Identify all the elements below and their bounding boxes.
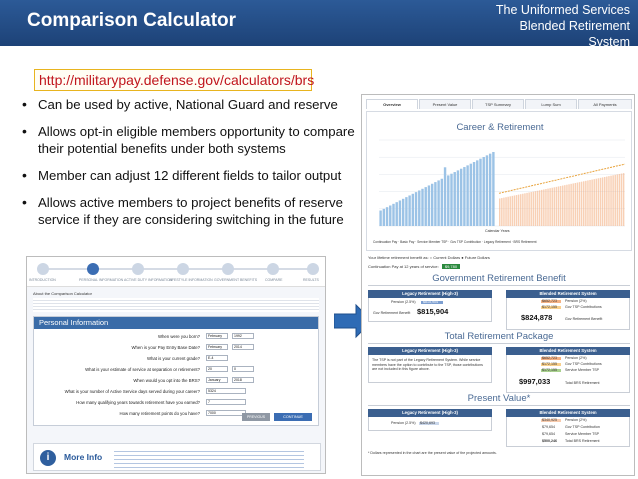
chart-bar — [466, 165, 468, 226]
chart-bar — [535, 191, 536, 226]
chart-bar — [483, 157, 485, 226]
chart-bar — [573, 183, 574, 226]
step-label: INTRODUCTION — [29, 278, 56, 282]
chart-bar — [463, 167, 465, 226]
form-row — [34, 377, 320, 385]
chart-bar — [566, 185, 567, 226]
calculator-link[interactable]: http://militarypay.defense.gov/calculators/brs — [39, 72, 315, 88]
bullet-item: • Allows active members to project benefits of reserve service if they are considering switching in the future — [20, 194, 365, 228]
chart-bar — [434, 182, 436, 226]
chart-bar — [492, 152, 494, 226]
tab-overview[interactable]: Overview — [366, 99, 418, 109]
chart-bar — [581, 182, 582, 226]
chart-bar — [479, 159, 481, 226]
form-row — [34, 399, 320, 407]
legend-item: BRS Retirement — [513, 240, 537, 244]
chart-bar — [552, 188, 553, 226]
blended-value: $652,723 — [542, 299, 557, 303]
chart-bar — [560, 186, 561, 226]
tab-lump-sum[interactable]: Lump Sum — [525, 99, 577, 109]
progress-steps — [27, 257, 325, 287]
field-label: What is your estimate of service at separation or retirement? — [85, 367, 200, 372]
chart-bar — [575, 183, 576, 226]
chart-bar — [383, 209, 385, 226]
chart-xlabel: Calendar Years — [485, 229, 510, 233]
chart-bar — [399, 200, 401, 226]
chart-bar — [441, 179, 443, 226]
chart-bar — [617, 174, 618, 226]
blended-label: Gov TSP Contribution — [565, 425, 600, 429]
step-dot[interactable] — [177, 263, 189, 275]
chart-bar — [428, 185, 430, 226]
service-years-select[interactable]: 20 — [206, 366, 228, 372]
form-row — [34, 344, 320, 352]
chart-bar — [418, 190, 420, 226]
bullet-item: • Can be used by active, National Guard and reserve — [20, 96, 365, 113]
personal-info-screenshot — [26, 256, 326, 474]
chart-bar — [562, 186, 563, 226]
chart-bar — [604, 177, 605, 226]
service-months-select[interactable]: 0 — [232, 366, 254, 372]
field-label: How many retirement points do you have? — [119, 411, 200, 416]
chart-bar — [522, 194, 523, 226]
step-dot[interactable] — [307, 263, 319, 275]
blended-label: Pension (2%) — [565, 418, 587, 422]
step-dot[interactable] — [132, 263, 144, 275]
chart-bar — [558, 186, 559, 226]
chart-bar — [547, 189, 548, 226]
legacy-box-head: Legacy Retirement (High-3) — [368, 409, 492, 417]
blended-box — [506, 298, 630, 330]
present-value-title: Present Value* — [467, 393, 531, 404]
blended-box-head: Blended Retirement System — [506, 409, 630, 417]
step-label: COMPARE — [265, 278, 283, 282]
blended-value: $500,246 — [542, 439, 557, 443]
chart-bar — [579, 182, 580, 226]
chart-bar — [533, 192, 534, 226]
legend-item: Gov TSP Contribution — [450, 240, 482, 244]
chart-bar — [598, 178, 599, 226]
chart-bar — [392, 204, 394, 226]
birth-month-select[interactable]: February — [206, 333, 228, 339]
form-row — [34, 333, 320, 341]
results-screenshot — [361, 94, 635, 476]
blended-label: Service Member TSP — [565, 368, 600, 372]
legacy-box-head: Legacy Retirement (High-3) — [368, 290, 492, 298]
bullet-item: • Allows opt-in eligible members opportunity to compare their potential benefits under both systems — [20, 123, 365, 157]
step-label: ACTIVE DUTY INFORMATION — [124, 278, 173, 282]
legacy-total-label: Gov Retirement Benefit — [373, 311, 411, 315]
chart-bar — [564, 185, 565, 226]
blended-label: Pension (2%) — [565, 299, 587, 303]
blended-value: $340,925 — [542, 418, 557, 422]
optin-year-select[interactable]: 2018 — [232, 377, 254, 383]
chart-bar — [610, 176, 611, 226]
blended-label: Total BRS Retirement — [565, 439, 600, 443]
optin-month-select[interactable]: January — [206, 377, 228, 383]
current-dollars-radio[interactable]: Current Dollars — [433, 255, 461, 260]
divider — [368, 343, 630, 344]
lifetime-toggle: Your lifetime retirement benefit as: ○ Current Dollars ● Future Dollars — [368, 255, 490, 260]
chart-bar — [520, 194, 521, 226]
gov-benefit-title: Government Retirement Benefit — [432, 273, 566, 284]
previous-button[interactable]: PREVIOUS — [242, 413, 270, 421]
legend-item: Service Member TSP — [417, 240, 448, 244]
tab-tsp-summary[interactable]: TSP Summary — [472, 99, 524, 109]
subtitle-line-2: Blended Retirement — [519, 19, 630, 33]
chart-title: Career & Retirement — [456, 122, 544, 133]
chart-bar — [549, 188, 550, 226]
results-tabs — [366, 99, 632, 109]
divider — [368, 285, 630, 286]
blended-value: $79,654 — [542, 432, 555, 436]
tsp-note: The TSP is not part of the Legacy Retirement System. While service members have the option to contribute to the TSP, those contributions are not included in this figure above. — [372, 358, 483, 372]
field-label: How many qualifying years towards retirement have you earned? — [76, 400, 200, 405]
chart-bar — [408, 195, 410, 226]
legend-item: Legacy Retirement — [483, 240, 511, 244]
step-dot[interactable] — [222, 263, 234, 275]
chart-bar — [412, 194, 414, 226]
grade-select[interactable]: E-4 — [206, 355, 228, 361]
pebd-year-select[interactable]: 2014 — [232, 344, 254, 350]
legacy-pv-box — [368, 417, 492, 431]
chart-bar — [454, 172, 456, 226]
chart-bar — [596, 179, 597, 226]
more-info-links[interactable] — [114, 448, 304, 468]
blended-pv-box — [506, 417, 630, 447]
blended-label: Service Member TSP — [565, 432, 600, 436]
chart-bar — [556, 187, 557, 226]
step-label: PERSONAL INFORMATION — [79, 278, 124, 282]
form-row — [34, 355, 320, 363]
blended-package-box — [506, 355, 630, 393]
legend-item: Continuation Pay — [373, 240, 398, 244]
chart-bar — [486, 155, 488, 226]
chart-bar — [396, 202, 398, 226]
chart-bar — [612, 175, 613, 226]
chart-bar — [389, 206, 391, 226]
legacy-pension-label: Pension (2.5%) — [391, 421, 416, 425]
blended-value: $652,723 — [542, 356, 557, 360]
chart-bar — [489, 154, 491, 226]
subtitle-line-3: System — [588, 35, 630, 49]
chart-bar — [447, 175, 449, 226]
more-info-label: More Info — [64, 452, 103, 462]
chart-bar — [402, 199, 404, 226]
chart-bar — [470, 164, 472, 226]
cont-pay-label: Continuation Pay at 12 years of service: — [368, 264, 439, 269]
legacy-box — [368, 298, 492, 322]
chart-bar — [537, 191, 538, 226]
chart-bar — [386, 207, 388, 226]
blended-label: Gov TSP Contributions — [565, 362, 602, 366]
blended-total-value: $997,033 — [519, 377, 551, 386]
chart-bar — [524, 193, 525, 226]
chart-bar — [526, 193, 527, 226]
pv-footnote: * Dollars represented in the chart are the present value of the projected amounts. — [368, 451, 497, 455]
chart-bar — [379, 211, 381, 226]
subtitle-line-1: The Uniformed Services — [495, 3, 630, 17]
form-row — [34, 366, 320, 374]
chart-bar — [600, 178, 601, 226]
blended-value: $172,155 — [542, 362, 557, 366]
chart-bar — [545, 189, 546, 226]
blended-value: $172,155 — [542, 368, 557, 372]
field-label: When would you opt into the BRS? — [133, 378, 200, 383]
step-dot[interactable] — [267, 263, 279, 275]
blended-value: $79,654 — [542, 425, 555, 429]
continuation-pay — [368, 264, 460, 269]
chart-bar — [473, 162, 475, 226]
chart-bar — [457, 170, 459, 226]
legacy-pension-value: $815,904 — [423, 300, 438, 304]
chart-bar — [594, 179, 595, 226]
legacy-box-head: Legacy Retirement (High-3) — [368, 347, 492, 355]
blended-label: Pension (2%) — [565, 356, 587, 360]
chart-bar — [539, 190, 540, 226]
cont-pay-value: $9,780 — [442, 264, 460, 269]
chart-bar — [568, 184, 569, 226]
chart-bar — [512, 196, 513, 226]
chart-bar — [510, 196, 511, 226]
chart-bar — [431, 184, 433, 226]
step-dot[interactable] — [37, 263, 49, 275]
retirement-points-input[interactable]: 7000 — [206, 410, 246, 416]
lifetime-label: Your lifetime retirement benefit as: — [368, 255, 429, 260]
chart-bar — [499, 198, 500, 226]
chart-bar — [518, 195, 519, 226]
step-label: GOVERNMENT BENEFITS — [214, 278, 258, 282]
career-chart — [366, 111, 632, 251]
chart-bar — [531, 192, 532, 226]
pebd-month-select[interactable]: February — [206, 344, 228, 350]
legacy-note-box — [368, 355, 492, 383]
chart-bar — [516, 195, 517, 226]
chart-bar — [450, 174, 452, 226]
chart-bar — [577, 183, 578, 226]
chart-legend: Continuation Pay · Basic Pay · Service Member TSP · Gov TSP Contribution · Legacy Retirement · BRS Retirement — [373, 240, 537, 244]
chart-bar — [476, 160, 478, 226]
url-box — [34, 69, 315, 91]
chart-bar — [507, 197, 508, 226]
step-label: LIFESTYLE INFORMATION — [169, 278, 213, 282]
tab-all-payments[interactable]: All Payments — [578, 99, 632, 109]
blended-total-value: $824,878 — [521, 313, 553, 322]
chart-bar — [587, 180, 588, 226]
chart-bar — [615, 175, 616, 226]
about-text — [33, 298, 319, 312]
about-title: About the Comparison Calculator — [33, 291, 92, 296]
bullet-list — [20, 96, 365, 238]
step-dot-active[interactable] — [87, 263, 99, 275]
divider — [368, 405, 630, 406]
future-dollars-radio[interactable]: Future Dollars — [464, 255, 490, 260]
chart-bar — [415, 192, 417, 226]
more-info-box — [33, 443, 321, 471]
info-icon: i — [40, 450, 56, 466]
blended-value: $172,155 — [542, 305, 557, 309]
chart-bar — [514, 195, 515, 226]
field-label: When were you born? — [157, 334, 200, 339]
chart-bar — [460, 169, 462, 226]
chart-bar — [541, 190, 542, 226]
bullet-item: • Member can adjust 12 different fields to tailor output — [20, 167, 365, 184]
title-bar — [0, 0, 638, 49]
chart-bar — [570, 184, 571, 226]
chart-bar — [602, 177, 603, 226]
tab-present-value[interactable]: Present Value — [419, 99, 471, 109]
field-label: What is your current grade? — [146, 356, 200, 361]
personal-info-panel — [33, 316, 319, 426]
chart-bar — [585, 181, 586, 226]
chart-bar — [608, 176, 609, 226]
chart-bar — [437, 180, 439, 226]
chart-bar — [623, 173, 624, 226]
page-title: Comparison Calculator — [27, 10, 237, 31]
legacy-total-value: $815,904 — [417, 307, 449, 316]
chart-bar — [543, 189, 544, 226]
blended-label: Gov TSP Contributions — [565, 305, 602, 309]
legacy-pension-value: $420,693 — [420, 421, 435, 425]
step-label: RESULTS — [303, 278, 319, 282]
legend-item: Basic Pay — [400, 240, 415, 244]
total-package-title: Total Retirement Package — [444, 331, 554, 342]
chart-bar — [554, 187, 555, 226]
legacy-pension-label: Pension (2.5%) — [391, 300, 416, 304]
chart-bar — [619, 174, 620, 226]
chart-bar — [503, 198, 504, 226]
chart-bar — [501, 198, 502, 226]
panel-title: Personal Information — [34, 317, 318, 329]
continue-button[interactable]: CONTINUE — [274, 413, 312, 421]
chart-bar — [444, 167, 446, 226]
chart-bar — [621, 174, 622, 226]
chart-bar — [606, 177, 607, 226]
chart-bar — [505, 197, 506, 226]
chart-bar — [421, 189, 423, 226]
active-days-input[interactable]: 5324 — [206, 388, 246, 394]
field-label: What is your number of Active Service days served during your career? — [64, 389, 200, 394]
chart-bar — [589, 180, 590, 226]
form-row — [34, 388, 320, 396]
chart-bar — [425, 187, 427, 226]
chart-bar — [405, 197, 407, 226]
chart-bar — [528, 192, 529, 226]
blended-total-label: Total BRS Retirement — [565, 381, 600, 385]
blended-box-head: Blended Retirement System — [506, 290, 630, 298]
header-subtitle — [496, 2, 630, 50]
chart-bar — [591, 180, 592, 226]
field-label: When is your Pay Entry Base Date? — [131, 345, 200, 350]
blended-total-label: Gov Retirement Benefit — [565, 317, 603, 321]
chart-bar — [583, 181, 584, 226]
blended-box-head: Blended Retirement System — [506, 347, 630, 355]
birth-year-select[interactable]: 1992 — [232, 333, 254, 339]
qualifying-years-input[interactable]: 7 — [206, 399, 246, 405]
